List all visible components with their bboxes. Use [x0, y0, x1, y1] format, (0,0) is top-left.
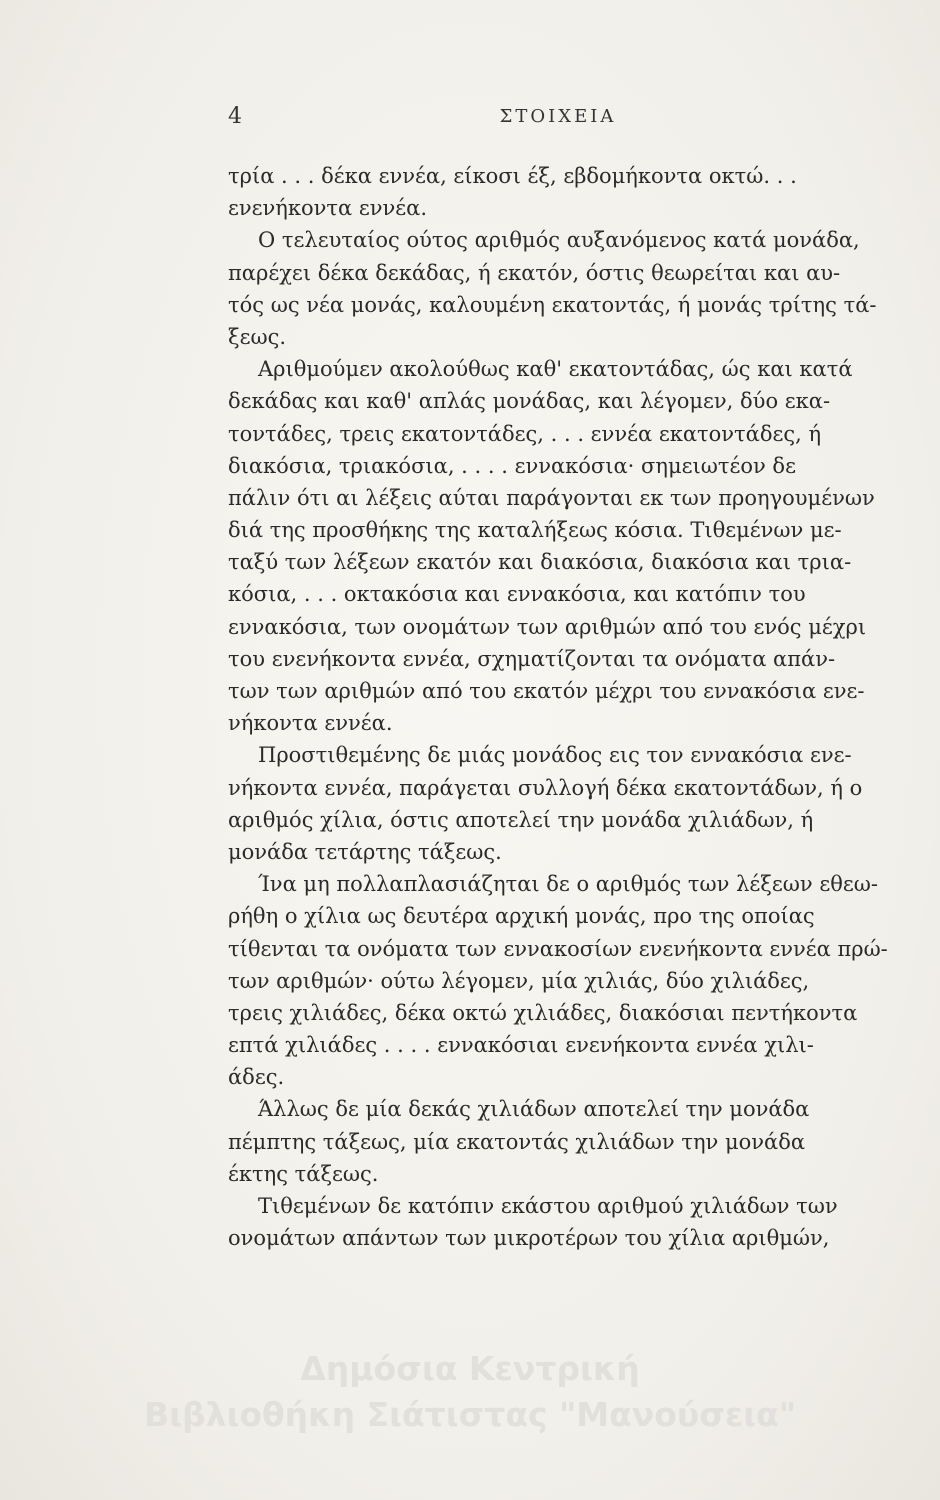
text-line: εννακόσια, των ονομάτων των αριθμών από του ενός μέχρι: [228, 614, 867, 639]
body-text: [228, 160, 888, 1254]
text-line: ρήθη ο χίλια ως δευτέρα αρχική μονάς, προ της οποίας: [228, 904, 815, 929]
watermark-line: Βιβλιοθήκη Σιάτιστας "Μανούσεια": [143, 1395, 797, 1434]
text-line: ενενήκοντα εννέα.: [228, 196, 428, 221]
text-line: Αριθμούμεν ακολούθως καθ' εκατοντάδας, ώς και κατά: [258, 357, 853, 382]
paragraph: [228, 353, 888, 739]
text-line: των αριθμών· ούτω λέγομεν, μία χιλιάς, δύο χιλιάδες,: [228, 968, 810, 993]
text-line: παρέχει δέκα δεκάδας, ή εκατόν, όστις θεωρείται και αυ-: [228, 260, 841, 285]
text-line: δεκάδας και καθ' απλάς μονάδας, και λέγομεν, δύο εκα-: [228, 389, 831, 414]
paragraph: [228, 1190, 888, 1254]
text-line: ταξύ των λέξεων εκατόν και διακόσια, διακόσια και τρια-: [228, 550, 852, 575]
text-line: επτά χιλιάδες . . . . εννακόσιαι ενενήκοντα εννέα χιλι-: [228, 1033, 814, 1058]
text-line: ονομάτων απάντων των μικροτέρων του χίλια αριθμών,: [228, 1226, 830, 1251]
text-line: των των αριθμών από του εκατόν μέχρι του εννακόσια ενε-: [228, 679, 865, 703]
page-header: [228, 104, 888, 134]
text-line: τός ως νέα μονάς, καλουμένη εκατοντάς, ή μονάς τρίτης τά-: [228, 292, 877, 317]
text-line: τοντάδες, τρεις εκατοντάδες, . . . εννέα εκατοντάδες, ή: [228, 421, 822, 446]
text-line: Ίνα μη πολλαπλασιάζηται δε ο αριθμός των λέξεων εθεω-: [258, 872, 878, 897]
paragraph: [228, 868, 888, 1093]
page-number: 4: [228, 104, 242, 129]
text-line: αριθμός χίλια, όστις αποτελεί την μονάδα χιλιάδων, ή: [228, 807, 814, 832]
text-line: νήκοντα εννέα.: [228, 711, 393, 736]
text-line: Τιθεμένων δε κατόπιν εκάστου αριθμού χιλιάδων των: [258, 1194, 838, 1218]
text-line: τρία . . . δέκα εννέα, είκοσι έξ, εβδομήκοντα οκτώ. . .: [228, 164, 797, 188]
text-line: Άλλως δε μία δεκάς χιλιάδων αποτελεί την μονάδα: [258, 1097, 810, 1122]
text-line: Ο τελευταίος ούτος αριθμός αυξανόμενος κατά μονάδα,: [258, 228, 860, 253]
text-line: του ενενήκοντα εννέα, σχηματίζονται τα ονόματα απάν-: [228, 646, 836, 671]
text-line: τίθενται τα ονόματα των εννακοσίων ενενήκοντα εννέα πρώ-: [228, 936, 888, 961]
paragraph: [228, 224, 888, 353]
text-line: διά της προσθήκης της καταλήξεως κόσια. Τιθεμένων με-: [228, 518, 842, 543]
text-line: Προστιθεμένης δε μιάς μονάδος εις τον εννακόσια ενε-: [258, 743, 852, 768]
text-line: έκτης τάξεως.: [228, 1161, 379, 1186]
text-line: πέμπτης τάξεως, μία εκατοντάς χιλιάδων την μονάδα: [228, 1129, 806, 1154]
text-line: κόσια, . . . οκτακόσια και εννακόσια, και κατόπιν του: [228, 582, 806, 607]
watermark-line: Δημόσια Κεντρική: [300, 1349, 640, 1388]
text-line: πάλιν ότι αι λέξεις αύται παράγονται εκ των προηγουμένων: [228, 485, 875, 510]
library-watermark: [0, 1346, 940, 1438]
text-line: ξεως.: [228, 324, 287, 349]
paragraph: [228, 739, 888, 868]
text-line: άδες.: [228, 1065, 285, 1090]
paragraph: [228, 1093, 888, 1190]
paragraph: [228, 160, 888, 224]
running-title: ΣΤΟΙΧΕΙΑ: [499, 106, 617, 127]
text-line: μονάδα τετάρτης τάξεως.: [228, 839, 502, 864]
text-line: τρεις χιλιάδες, δέκα οκτώ χιλιάδες, διακόσιαι πεντήκοντα: [228, 1000, 858, 1025]
text-line: νήκοντα εννέα, παράγεται συλλογή δέκα εκατοντάδων, ή ο: [228, 775, 863, 800]
text-line: διακόσια, τριακόσια, . . . . εννακόσια· σημειωτέον δε: [228, 453, 796, 478]
